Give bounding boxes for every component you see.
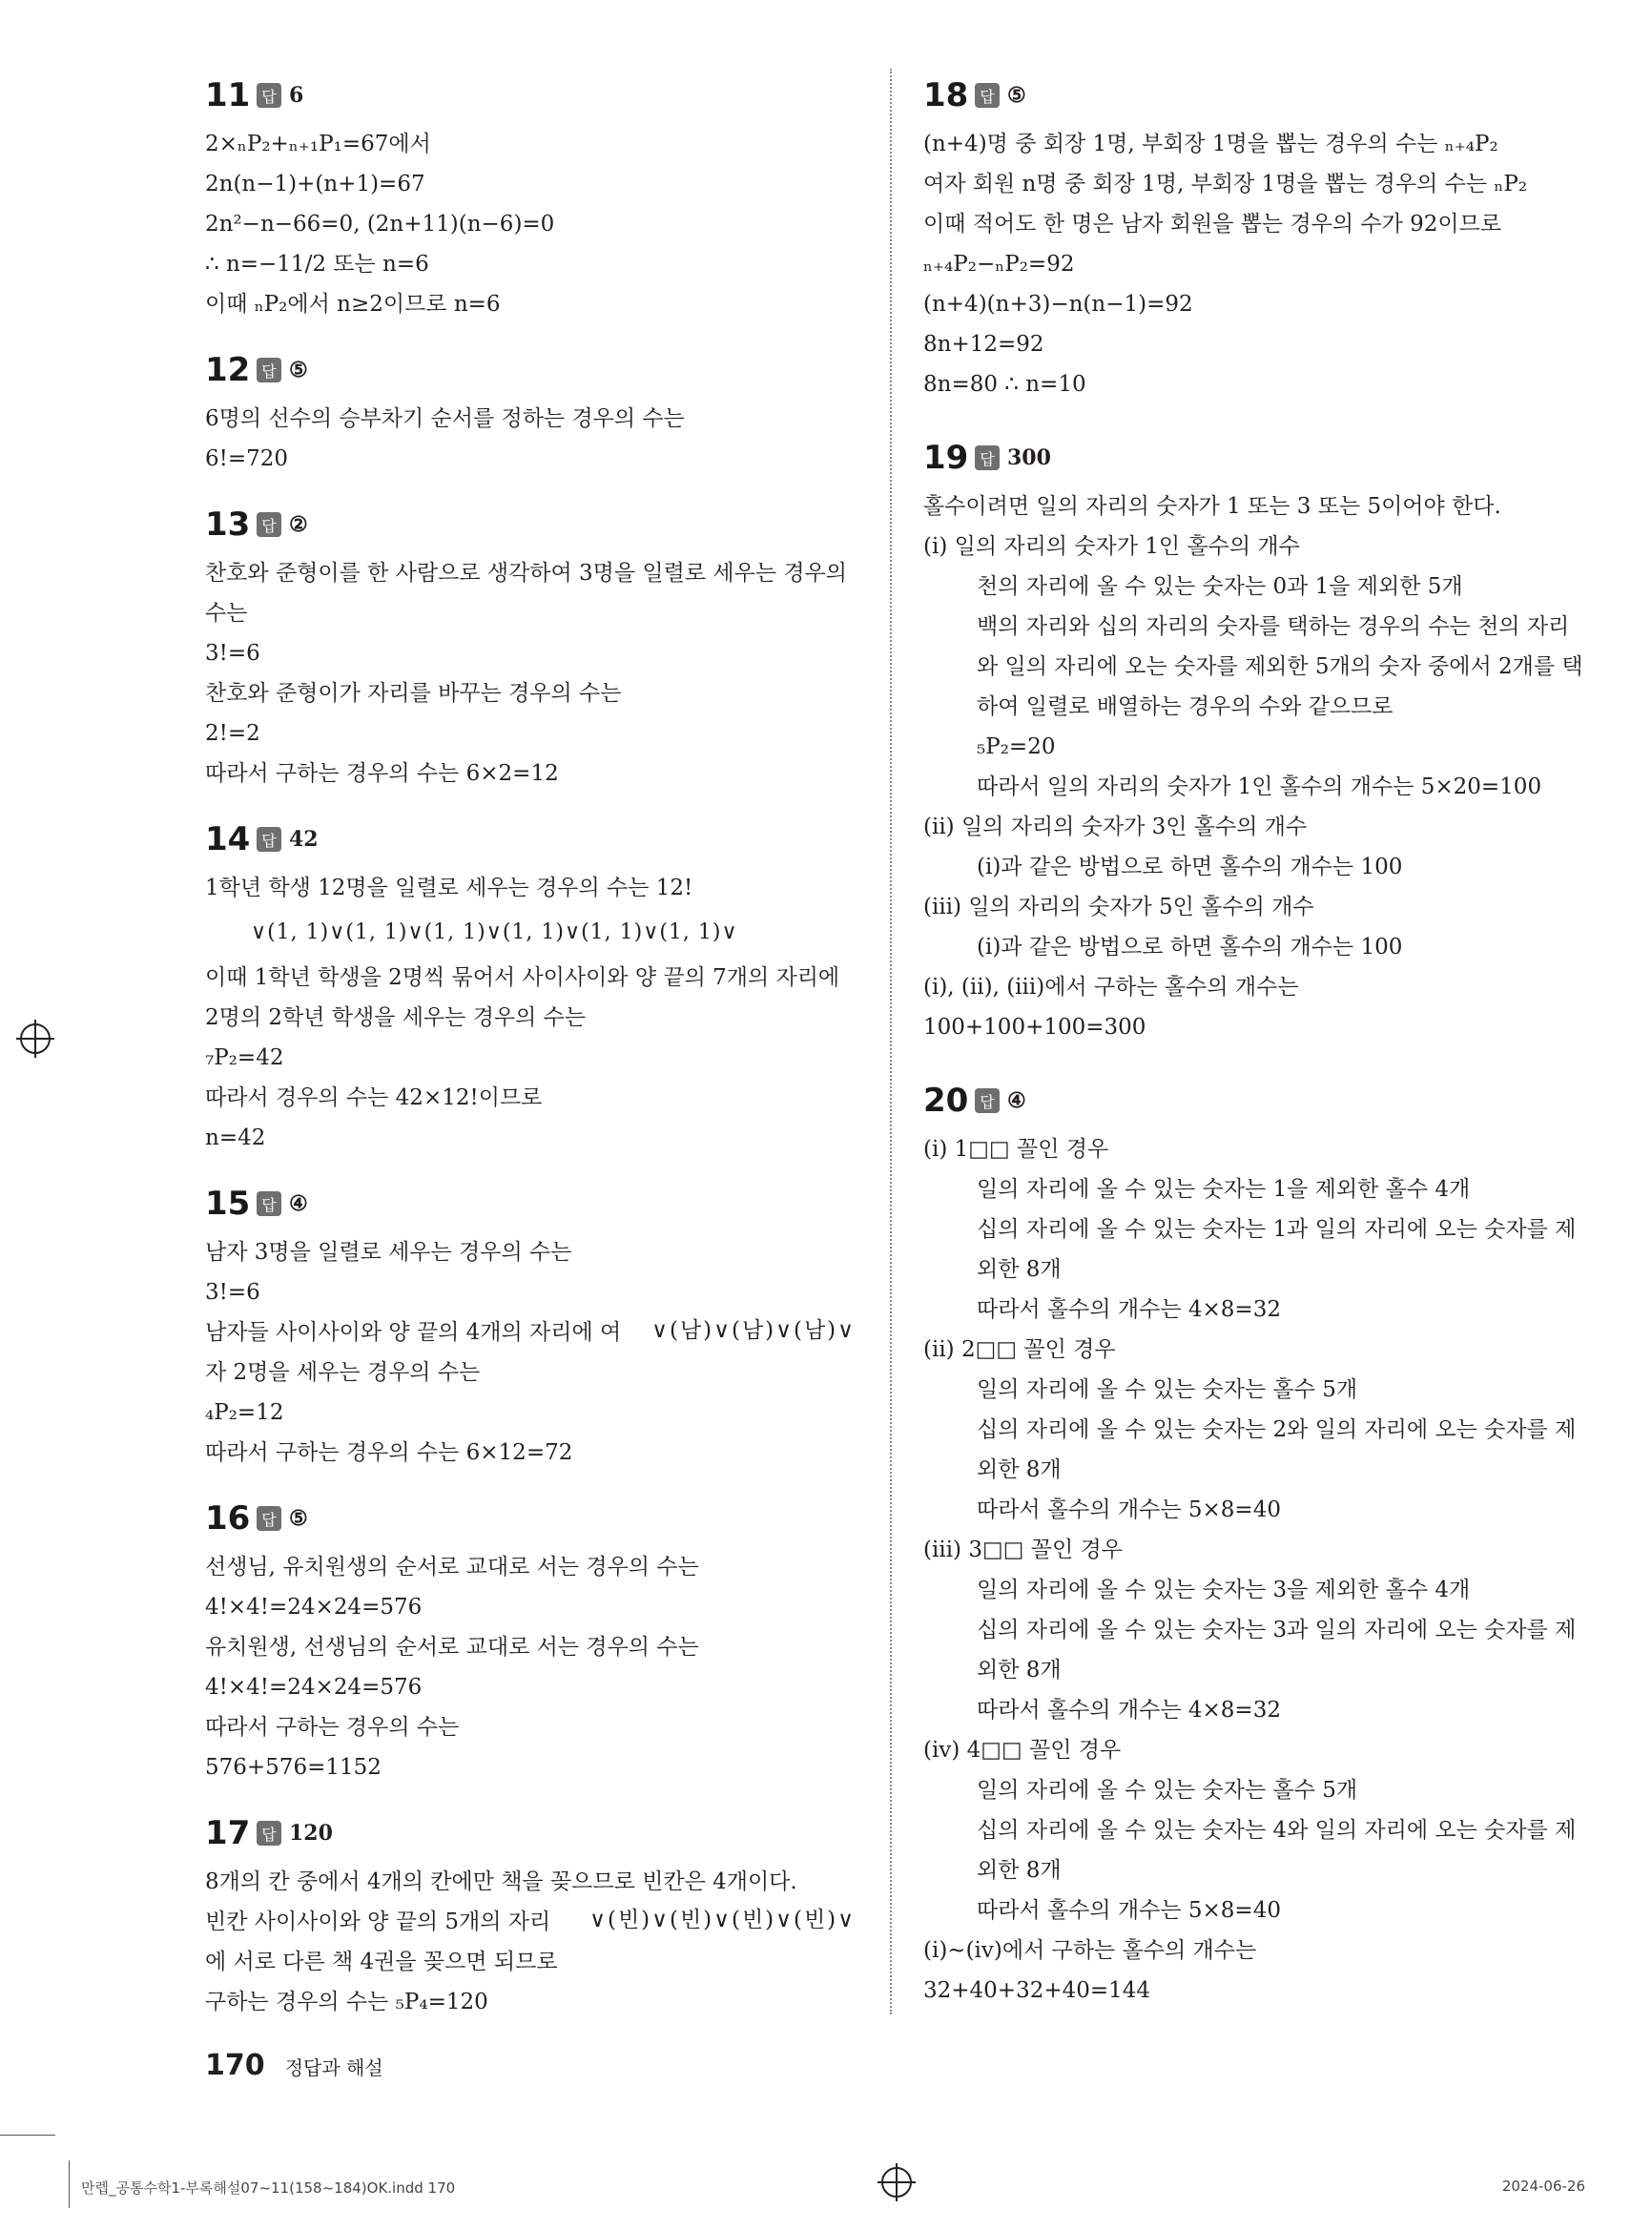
solution-line: (ⅰ) 일의 자리의 숫자가 1인 홀수의 개수 <box>923 534 1300 559</box>
solution-line: 여자 회원 n명 중 회장 1명, 부회장 1명을 뽑는 경우의 수는 ₙP₂ <box>923 172 1528 196</box>
answer-tag: 답 <box>975 83 1000 108</box>
solution-line: (ⅰ)과 같은 방법으로 하면 홀수의 개수는 100 <box>977 935 1403 960</box>
answer-tag: 답 <box>257 827 281 852</box>
problem-header <box>205 1175 863 1232</box>
problem-20 <box>923 1072 1591 2011</box>
solution-line: (ⅰ)과 같은 방법으로 하면 홀수의 개수는 100 <box>977 855 1403 879</box>
solution-line: 2!=2 <box>205 721 260 746</box>
answer-tag: 답 <box>257 1821 281 1846</box>
solution-line: 따라서 구하는 경우의 수는 <box>205 1715 460 1740</box>
page-footer <box>205 2049 383 2082</box>
answer-value: 42 <box>289 827 319 852</box>
answer-value: ⑤ <box>289 358 308 382</box>
answer-value: ② <box>289 512 308 537</box>
solution-line: n=42 <box>205 1125 266 1150</box>
solution-line: (ⅰ) 1□□ 꼴인 경우 <box>923 1137 1109 1162</box>
answer-value: ⑤ <box>289 1506 308 1531</box>
answer-tag: 답 <box>257 1191 281 1216</box>
solution-line: 십의 자리에 올 수 있는 숫자는 2와 일의 자리에 오는 숫자를 제 <box>977 1417 1577 1442</box>
solution-line: 찬호와 준형이를 한 사람으로 생각하여 3명을 일렬로 세우는 경우의 <box>205 561 848 586</box>
crop-mark <box>0 2135 55 2136</box>
solution-body <box>205 1547 863 1787</box>
answer-tag: 답 <box>257 1506 281 1531</box>
solution-line: 구하는 경우의 수는 ₅P₄=120 <box>205 1990 488 2014</box>
solution-line: 선생님, 유치원생의 순서로 교대로 서는 경우의 수는 <box>205 1555 699 1580</box>
solution-line: 자 2명을 세우는 경우의 수는 <box>205 1360 481 1385</box>
solution-line: 따라서 홀수의 개수는 5×8=40 <box>977 1898 1281 1923</box>
solution-line: 외한 8개 <box>977 1257 1062 1282</box>
problem-number: 11 <box>205 76 251 114</box>
problem-header <box>205 811 863 868</box>
solution-line: ₅P₂=20 <box>977 734 1056 759</box>
solution-line: (ⅰ), (ⅱ), (ⅲ)에서 구하는 홀수의 개수는 <box>923 975 1299 1000</box>
solution-line: 일의 자리에 올 수 있는 숫자는 홀수 5개 <box>977 1377 1358 1402</box>
solution-line: (ⅲ) 일의 자리의 숫자가 5인 홀수의 개수 <box>923 895 1314 919</box>
solution-line: 따라서 홀수의 개수는 4×8=32 <box>977 1698 1281 1723</box>
column-divider <box>890 69 892 2014</box>
solution-line: 2n(n−1)+(n+1)=67 <box>205 172 425 196</box>
problem-header <box>923 429 1591 486</box>
solution-line: 일의 자리에 올 수 있는 숫자는 3을 제외한 홀수 4개 <box>977 1578 1471 1602</box>
solution-body <box>205 124 863 324</box>
answer-value: 120 <box>289 1821 333 1846</box>
solution-body <box>923 486 1591 1047</box>
solution-line: 8n=80 ∴ n=10 <box>923 372 1086 397</box>
solution-line: (n+4)명 중 회장 1명, 부회장 1명을 뽑는 경우의 수는 ₙ₊₄P₂ <box>923 132 1498 156</box>
solution-line: 32+40+32+40=144 <box>923 1978 1151 2003</box>
problem-18 <box>923 67 1591 404</box>
print-file-info: 만렙_공통수학1-부록해설07~11(158~184)OK.indd 170 <box>81 2179 456 2197</box>
problem-number: 20 <box>923 1082 969 1120</box>
problem-14 <box>205 811 863 1158</box>
solution-line: 찬호와 준형이가 자리를 바꾸는 경우의 수는 <box>205 681 622 706</box>
solution-line: 일의 자리에 올 수 있는 숫자는 홀수 5개 <box>977 1778 1358 1803</box>
solution-line: 십의 자리에 올 수 있는 숫자는 4와 일의 자리에 오는 숫자를 제 <box>977 1818 1577 1843</box>
solution-line: 빈칸 사이사이와 양 끝의 5개의 자리 <box>205 1910 551 1934</box>
solution-line: 이때 1학년 학생을 2명씩 묶어서 사이사이와 양 끝의 7개의 자리에 <box>205 965 840 990</box>
solution-line: 십의 자리에 올 수 있는 숫자는 1과 일의 자리에 오는 숫자를 제 <box>977 1217 1577 1242</box>
solution-line: 외한 8개 <box>977 1858 1062 1883</box>
problem-number: 12 <box>205 351 251 389</box>
problem-header <box>205 1805 863 1862</box>
solution-line: 8n+12=92 <box>923 332 1044 357</box>
right-column <box>923 67 1591 2028</box>
solution-body <box>205 868 863 1158</box>
solution-line: (n+4)(n+3)−n(n−1)=92 <box>923 292 1193 317</box>
answer-value: ⑤ <box>1007 83 1026 108</box>
registration-mark <box>20 1023 51 1054</box>
solution-line: 홀수이려면 일의 자리의 숫자가 1 또는 3 또는 5이어야 한다. <box>923 494 1501 519</box>
solution-line: 일의 자리에 올 수 있는 숫자는 1을 제외한 홀수 4개 <box>977 1177 1471 1202</box>
seat-diagram: ∨(빈)∨(빈)∨(빈)∨(빈)∨ <box>589 1908 856 1932</box>
solution-line: 4!×4!=24×24=576 <box>205 1595 423 1620</box>
problem-11 <box>205 67 863 324</box>
solution-line: (ⅱ) 일의 자리의 숫자가 3인 홀수의 개수 <box>923 815 1308 839</box>
answer-tag: 답 <box>257 358 281 382</box>
problem-number: 14 <box>205 820 251 858</box>
problem-header <box>923 1072 1591 1129</box>
solution-line: (ⅲ) 3□□ 꼴인 경우 <box>923 1538 1123 1562</box>
solution-line: 따라서 홀수의 개수는 4×8=32 <box>977 1297 1281 1322</box>
solution-line: ∴ n=−11/2 또는 n=6 <box>205 252 429 277</box>
solution-line: 6!=720 <box>205 446 289 471</box>
solution-line: 4!×4!=24×24=576 <box>205 1675 423 1700</box>
solution-line: 백의 자리와 십의 자리의 숫자를 택하는 경우의 수는 천의 자리 <box>977 614 1570 639</box>
solution-line: 3!=6 <box>205 1280 260 1305</box>
solution-line: 3!=6 <box>205 641 260 666</box>
problem-header <box>923 67 1591 124</box>
solution-line: 십의 자리에 올 수 있는 숫자는 3과 일의 자리에 오는 숫자를 제 <box>977 1618 1577 1642</box>
solution-line: 남자들 사이사이와 양 끝의 4개의 자리에 여 <box>205 1320 622 1345</box>
problem-number: 18 <box>923 76 969 114</box>
solution-line: (ⅱ) 2□□ 꼴인 경우 <box>923 1337 1116 1362</box>
solution-line: (ⅰ)~(ⅳ)에서 구하는 홀수의 개수는 <box>923 1938 1257 1963</box>
problem-13 <box>205 496 863 794</box>
solution-line: 유치원생, 선생님의 순서로 교대로 서는 경우의 수는 <box>205 1635 699 1660</box>
solution-body <box>205 553 863 794</box>
print-date: 2024-06-26 <box>1501 2178 1585 2195</box>
diagram-row: ∨(1, 1)∨(1, 1)∨(1, 1)∨(1, 1)∨(1, 1)∨(1, 1)∨ <box>251 920 738 944</box>
problem-header <box>205 67 863 124</box>
solution-line: 6명의 선수의 승부차기 순서를 정하는 경우의 수는 <box>205 406 685 431</box>
solution-line: 2×ₙP₂+ₙ₊₁P₁=67에서 <box>205 132 431 156</box>
solution-line: 따라서 구하는 경우의 수는 6×2=12 <box>205 761 559 786</box>
solution-line: 수는 <box>205 601 248 626</box>
solution-line: 1학년 학생 12명을 일렬로 세우는 경우의 수는 12! <box>205 876 693 900</box>
answer-value: ④ <box>289 1191 308 1216</box>
answer-tag: 답 <box>975 445 1000 470</box>
problem-19 <box>923 429 1591 1047</box>
problem-header <box>205 341 863 399</box>
left-column <box>205 67 863 2039</box>
problem-number: 19 <box>923 439 969 477</box>
problem-15 <box>205 1175 863 1473</box>
page-number: 170 <box>205 2049 265 2082</box>
solution-line: 따라서 일의 자리의 숫자가 1인 홀수의 개수는 5×20=100 <box>977 774 1542 799</box>
solution-line: 남자 3명을 일렬로 세우는 경우의 수는 <box>205 1240 572 1265</box>
solution-line: 외한 8개 <box>977 1457 1062 1482</box>
answer-value: 6 <box>289 83 304 108</box>
solution-body <box>923 1129 1591 2011</box>
problem-17 <box>205 1805 863 2022</box>
solution-line: 2n²−n−66=0, (2n+11)(n−6)=0 <box>205 212 555 237</box>
problem-header <box>205 1490 863 1547</box>
solution-line: 외한 8개 <box>977 1658 1062 1683</box>
solution-line: 이때 ₙP₂에서 n≥2이므로 n=6 <box>205 292 501 317</box>
solution-body <box>205 1232 863 1473</box>
solution-line: 8개의 칸 중에서 4개의 칸에만 책을 꽂으므로 빈칸은 4개이다. <box>205 1869 797 1894</box>
solution-line: ₇P₂=42 <box>205 1045 284 1070</box>
solution-body <box>205 1862 863 2022</box>
problem-number: 16 <box>205 1499 251 1538</box>
solution-line: 와 일의 자리에 오는 숫자를 제외한 5개의 숫자 중에서 2개를 택 <box>977 654 1583 679</box>
solution-line: 100+100+100=300 <box>923 1015 1146 1040</box>
answer-value: ④ <box>1007 1088 1026 1113</box>
solution-line: 2명의 2학년 학생을 세우는 경우의 수는 <box>205 1005 587 1030</box>
solution-body <box>923 124 1591 404</box>
solution-line: 이때 적어도 한 명은 남자 회원을 뽑는 경우의 수가 92이므로 <box>923 212 1502 237</box>
problem-header <box>205 496 863 553</box>
solution-line: ₙ₊₄P₂−ₙP₂=92 <box>923 252 1075 277</box>
solution-line: ₄P₂=12 <box>205 1400 284 1425</box>
answer-value: 300 <box>1007 445 1051 470</box>
answer-tag: 답 <box>257 83 281 108</box>
problem-number: 13 <box>205 506 251 544</box>
solution-line: 576+576=1152 <box>205 1755 382 1780</box>
problem-12 <box>205 341 863 479</box>
solution-line: 따라서 경우의 수는 42×12!이므로 <box>205 1085 543 1110</box>
answer-tag: 답 <box>257 512 281 537</box>
page-label: 정답과 해설 <box>284 2056 383 2079</box>
solution-line: 하여 일렬로 배열하는 경우의 수와 같으므로 <box>977 694 1394 719</box>
problem-number: 17 <box>205 1814 251 1852</box>
problem-number: 15 <box>205 1185 251 1223</box>
solution-body <box>205 399 863 479</box>
answer-tag: 답 <box>975 1088 1000 1113</box>
problem-16 <box>205 1490 863 1787</box>
solution-line: (ⅳ) 4□□ 꼴인 경우 <box>923 1738 1122 1763</box>
solution-line: 따라서 구하는 경우의 수는 6×12=72 <box>205 1440 573 1465</box>
seat-diagram: ∨(남)∨(남)∨(남)∨ <box>651 1318 856 1343</box>
registration-mark <box>881 2167 912 2198</box>
solution-line: 에 서로 다른 책 4권을 꽂으면 되므로 <box>205 1950 558 1974</box>
crop-mark <box>69 2160 70 2208</box>
solution-line: 천의 자리에 올 수 있는 숫자는 0과 1을 제외한 5개 <box>977 574 1463 599</box>
solution-line: 따라서 홀수의 개수는 5×8=40 <box>977 1497 1281 1522</box>
